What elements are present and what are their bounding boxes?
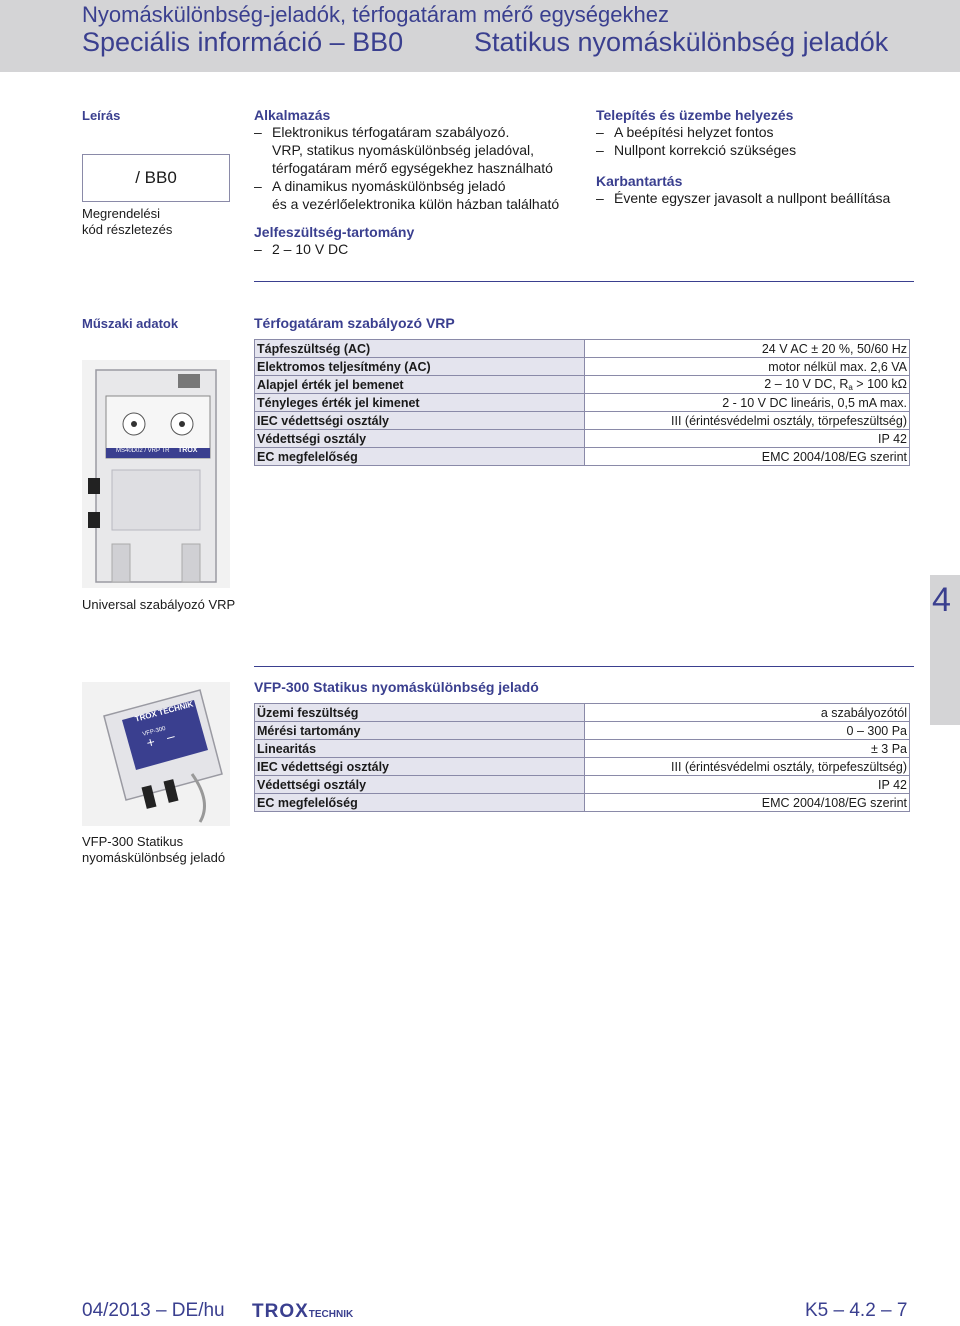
table-row (255, 448, 910, 466)
table-row (255, 340, 910, 358)
jelfesz-item-1: – 2 – 10 V DC (254, 240, 584, 258)
spec-key: Védettségi osztály (255, 430, 585, 448)
spec-key: IEC védettségi osztály (255, 758, 585, 776)
svg-text:+: + (144, 733, 157, 751)
vrp-caption: Universal szabályozó VRP (82, 597, 236, 612)
alkalmazas-item-1c: térfogatáram mérő egységekhez használható (272, 160, 553, 176)
spec-key: Védettségi osztály (255, 776, 585, 794)
spec-value: EMC 2004/108/EG szerint (585, 794, 910, 812)
spec-value: ± 3 Pa (585, 740, 910, 758)
footer-logo-sub: TECHNIK (308, 1309, 354, 1320)
spec-key: Üzemi feszültség (255, 704, 585, 722)
telepites-title: Telepítés és üzembe helyezés (596, 107, 794, 123)
order-code-caption-1: Megrendelési (82, 206, 161, 221)
alkalmazas-item-2b: és a vezérlőelektronika külön házban található (272, 196, 560, 212)
header-title-right: Statikus nyomáskülönbség jeladók (474, 27, 889, 57)
order-code: / BB0 (135, 168, 177, 187)
vrp-table-title: Térfogatáram szabályozó VRP (254, 315, 455, 331)
spec-key: Mérési tartomány (255, 722, 585, 740)
spec-key: Tápfeszültség (AC) (255, 340, 585, 358)
alkalmazas-item-1b: VRP, statikus nyomáskülönbség jeladóval, (272, 142, 535, 158)
table-row (255, 794, 910, 812)
table-row (255, 358, 910, 376)
spec-value: III (érintésvédelmi osztály, törpefeszültség) (585, 412, 910, 430)
label-leiras: Leírás (82, 108, 121, 123)
telepites-item-2: – Nullpont korrekció szükséges (596, 141, 926, 159)
spec-value: EMC 2004/108/EG szerint (585, 448, 910, 466)
vrp-device-brand: TROX (178, 447, 198, 454)
spec-key: Alapjel érték jel bemenet (255, 376, 585, 394)
svg-text:–: – (164, 727, 177, 745)
section-karbantartas (596, 173, 926, 207)
spec-value: a szabályozótól (585, 704, 910, 722)
spec-key: Elektromos teljesítmény (AC) (255, 358, 585, 376)
section-alkalmazas (254, 107, 584, 213)
table-row (255, 430, 910, 448)
header-subtitle: Nyomáskülönbség-jeladók, térfogatáram mérő egységekhez (82, 2, 669, 27)
table-row (255, 376, 910, 394)
karbantartas-item-1: – Évente egyszer javasolt a nullpont beállítása (596, 189, 926, 207)
spec-value-post: > 100 kΩ (852, 377, 907, 391)
spec-key: IEC védettségi osztály (255, 412, 585, 430)
divider-muszaki (254, 281, 914, 282)
order-code-box (82, 154, 230, 202)
table-row (255, 704, 910, 722)
table-row (255, 740, 910, 758)
vfp-caption (82, 834, 225, 866)
header-title: Speciális információ – BB0 (82, 27, 404, 57)
table-row (255, 758, 910, 776)
footer-logo (252, 1301, 353, 1323)
divider-vfp (254, 666, 914, 667)
table-row (255, 776, 910, 794)
vfp-table-title: VFP-300 Statikus nyomáskülönbség jeladó (254, 679, 539, 695)
spec-value: IP 42 (585, 430, 910, 448)
vfp-device-drawing (82, 682, 230, 826)
section-jelfeszultseg (254, 224, 584, 258)
vrp-spec-table (254, 339, 910, 466)
vrp-product-image (82, 360, 230, 588)
table-row (255, 722, 910, 740)
vfp-caption-1: VFP-300 Statikus (82, 834, 184, 849)
order-code-caption (82, 206, 172, 238)
vfp-device-label: VFP-300 (142, 725, 167, 738)
spec-value: 2 - 10 V DC lineáris, 0,5 mA max. (585, 394, 910, 412)
spec-value-pre: 2 – 10 V DC, R (764, 377, 849, 391)
alkalmazas-title: Alkalmazás (254, 107, 331, 123)
label-muszaki-adatok: Műszaki adatok (82, 316, 179, 331)
jelfesz-title: Jelfeszültség-tartomány (254, 224, 415, 240)
telepites-item-1: – A beépítési helyzet fontos (596, 123, 926, 141)
spec-key: EC megfelelőség (255, 448, 585, 466)
vrp-device-label: MS40D02 / VRP TR (116, 448, 170, 454)
table-row (255, 412, 910, 430)
chapter-tab-number: 4 (932, 581, 951, 619)
spec-value: III (érintésvédelmi osztály, törpefeszültség) (585, 758, 910, 776)
spec-value-sub: a (848, 383, 853, 392)
order-code-caption-2: kód részletezés (82, 222, 173, 237)
alkalmazas-item-1: – Elektronikus térfogatáram szabályozó. (254, 123, 584, 141)
footer-logo-text: TROX (252, 1301, 309, 1322)
spec-key: EC megfelelőség (255, 794, 585, 812)
vfp-spec-table (254, 703, 910, 812)
vfp-device-brand: TROX TECHNIK (134, 699, 195, 724)
footer-page-number: K5 – 4.2 – 7 (805, 1300, 908, 1321)
spec-value: 0 – 300 Pa (585, 722, 910, 740)
spec-value: 24 V AC ± 20 %, 50/60 Hz (585, 340, 910, 358)
spec-value (585, 376, 910, 394)
alkalmazas-item-2: – A dinamikus nyomáskülönbség jeladó (254, 177, 584, 195)
footer-date: 04/2013 – DE/hu (82, 1300, 225, 1321)
spec-value: IP 42 (585, 776, 910, 794)
spec-key: Tényleges érték jel kimenet (255, 394, 585, 412)
spec-key: Linearitás (255, 740, 585, 758)
vfp-product-image (82, 682, 230, 826)
table-row (255, 394, 910, 412)
karbantartas-title: Karbantartás (596, 173, 683, 189)
spec-value: motor nélkül max. 2,6 VA (585, 358, 910, 376)
vfp-caption-2: nyomáskülönbség jeladó (82, 850, 226, 865)
section-telepites (596, 107, 926, 159)
vrp-device-drawing (82, 360, 230, 588)
